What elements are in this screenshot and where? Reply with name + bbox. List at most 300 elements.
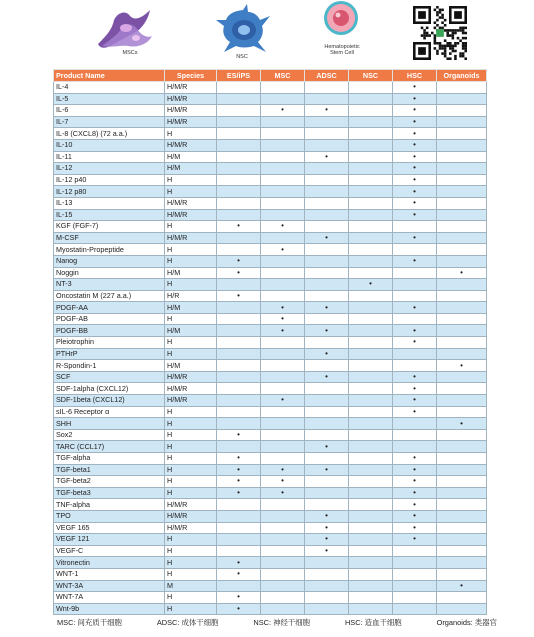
mark-cell: • <box>393 522 437 534</box>
mark-cell: • <box>393 406 437 418</box>
mark-cell: • <box>217 429 261 441</box>
table-row <box>54 383 487 395</box>
table-row <box>54 568 487 580</box>
mark-cell <box>349 313 393 325</box>
table-row <box>54 337 487 349</box>
product-name-cell: Noggin <box>54 267 165 279</box>
mark-cell: • <box>393 197 437 209</box>
mark-cell <box>305 128 349 140</box>
header-illustrations <box>0 0 534 68</box>
table-row <box>54 128 487 140</box>
mark-cell <box>349 197 393 209</box>
mark-cell <box>349 267 393 279</box>
col-header-organoids: Organoids <box>437 70 487 82</box>
product-name-cell: KGF (FGF-7) <box>54 221 165 233</box>
table-row <box>54 499 487 511</box>
product-name-cell: WNT-1 <box>54 568 165 580</box>
table-row <box>54 279 487 291</box>
product-name-cell: TGF-beta1 <box>54 464 165 476</box>
species-cell: H <box>165 441 217 453</box>
table-row <box>54 255 487 267</box>
mark-cell <box>393 279 437 291</box>
mark-cell <box>217 522 261 534</box>
mark-cell: • <box>261 476 305 488</box>
table-row <box>54 221 487 233</box>
mark-cell <box>217 534 261 546</box>
mark-cell <box>261 255 305 267</box>
mark-cell <box>217 360 261 372</box>
mark-cell: • <box>261 464 305 476</box>
product-name-cell: NT-3 <box>54 279 165 291</box>
mark-cell <box>393 592 437 604</box>
mark-cell <box>437 197 487 209</box>
mark-cell <box>349 105 393 117</box>
product-name-cell: VEGF-C <box>54 545 165 557</box>
mark-cell <box>437 487 487 499</box>
mark-cell <box>217 186 261 198</box>
species-cell: H <box>165 221 217 233</box>
product-name-cell: Myostatin-Propeptide <box>54 244 165 256</box>
mark-cell <box>305 499 349 511</box>
product-name-cell: IL-7 <box>54 116 165 128</box>
mark-cell <box>261 429 305 441</box>
msc-cell-icon <box>92 6 156 52</box>
product-name-cell: PTHrP <box>54 348 165 360</box>
mark-cell: • <box>261 487 305 499</box>
mark-cell <box>261 603 305 615</box>
mark-cell <box>217 499 261 511</box>
mark-cell: • <box>305 302 349 314</box>
product-name-cell: TARC (CCL17) <box>54 441 165 453</box>
mark-cell <box>305 279 349 291</box>
species-cell: H <box>165 406 217 418</box>
product-name-cell: SDF-1beta (CXCL12) <box>54 395 165 407</box>
table-row <box>54 186 487 198</box>
mark-cell: • <box>217 464 261 476</box>
mark-cell <box>261 510 305 522</box>
mark-cell <box>349 464 393 476</box>
mark-cell: • <box>305 371 349 383</box>
mark-cell <box>217 337 261 349</box>
mark-cell <box>437 221 487 233</box>
mark-cell: • <box>349 279 393 291</box>
mark-cell <box>437 163 487 175</box>
mark-cell <box>393 429 437 441</box>
mark-cell <box>217 313 261 325</box>
table-row <box>54 174 487 186</box>
legend-adsc: ADSC: 成体干细胞 <box>156 618 219 627</box>
product-name-cell: PDGF-AB <box>54 313 165 325</box>
mark-cell <box>305 360 349 372</box>
mark-cell <box>217 302 261 314</box>
nsc-label: NSC <box>236 54 248 60</box>
mark-cell <box>349 487 393 499</box>
mark-cell <box>261 209 305 221</box>
mark-cell: • <box>393 209 437 221</box>
mark-cell <box>349 151 393 163</box>
mark-cell <box>393 290 437 302</box>
mark-cell <box>261 139 305 151</box>
mark-cell <box>393 441 437 453</box>
hsc-label <box>316 44 368 56</box>
mark-cell <box>217 244 261 256</box>
mark-cell <box>349 82 393 94</box>
mark-cell <box>437 522 487 534</box>
table-body <box>54 82 487 615</box>
mark-cell <box>305 453 349 465</box>
mark-cell <box>437 279 487 291</box>
mark-cell <box>437 453 487 465</box>
species-cell: H/R <box>165 290 217 302</box>
mark-cell <box>349 568 393 580</box>
mark-cell <box>261 383 305 395</box>
mark-cell <box>261 418 305 430</box>
col-header-msc: MSC <box>261 70 305 82</box>
mark-cell <box>261 406 305 418</box>
mark-cell <box>305 568 349 580</box>
mark-cell <box>349 302 393 314</box>
table-row <box>54 429 487 441</box>
species-cell: H/M/R <box>165 232 217 244</box>
product-name-cell: WNT-3A <box>54 580 165 592</box>
mark-cell <box>349 255 393 267</box>
mark-cell: • <box>393 510 437 522</box>
mark-cell <box>305 209 349 221</box>
mark-cell <box>305 221 349 233</box>
mark-cell <box>217 163 261 175</box>
mark-cell <box>437 244 487 256</box>
mark-cell <box>349 476 393 488</box>
mark-cell: • <box>393 499 437 511</box>
species-cell: H/M <box>165 151 217 163</box>
table-row <box>54 441 487 453</box>
qr-code-icon[interactable] <box>413 6 467 60</box>
mark-cell <box>437 395 487 407</box>
mark-cell: • <box>261 395 305 407</box>
species-cell: H/M <box>165 267 217 279</box>
mark-cell <box>261 93 305 105</box>
mark-cell <box>393 545 437 557</box>
product-name-cell: SHH <box>54 418 165 430</box>
table-row <box>54 163 487 175</box>
mark-cell <box>349 383 393 395</box>
table-row <box>54 603 487 615</box>
mark-cell <box>349 290 393 302</box>
mark-cell <box>437 337 487 349</box>
mark-cell: • <box>393 453 437 465</box>
mark-cell <box>393 580 437 592</box>
mark-cell <box>393 603 437 615</box>
mark-cell <box>437 255 487 267</box>
mark-cell <box>305 476 349 488</box>
product-name-cell: Pleiotrophin <box>54 337 165 349</box>
product-name-cell: PDGF-AA <box>54 302 165 314</box>
mark-cell <box>217 139 261 151</box>
mark-cell <box>393 568 437 580</box>
mark-cell <box>437 406 487 418</box>
mark-cell: • <box>217 290 261 302</box>
species-cell: H <box>165 418 217 430</box>
mark-cell <box>217 105 261 117</box>
mark-cell <box>349 453 393 465</box>
mark-cell <box>217 406 261 418</box>
product-name-cell: IL-6 <box>54 105 165 117</box>
species-cell: H <box>165 128 217 140</box>
mark-cell <box>217 82 261 94</box>
mark-cell <box>437 534 487 546</box>
product-name-cell: IL-13 <box>54 197 165 209</box>
table-row <box>54 360 487 372</box>
mark-cell <box>437 464 487 476</box>
mark-cell <box>217 116 261 128</box>
mark-cell <box>437 116 487 128</box>
species-cell: H/M/R <box>165 93 217 105</box>
mark-cell <box>437 557 487 569</box>
product-name-cell: Oncostatin M (227 a.a.) <box>54 290 165 302</box>
mark-cell <box>437 232 487 244</box>
mark-cell <box>437 348 487 360</box>
hsc-cell-icon <box>323 0 359 36</box>
species-cell: H/M/R <box>165 82 217 94</box>
mark-cell <box>349 139 393 151</box>
col-header-hsc: HSC <box>393 70 437 82</box>
mark-cell <box>437 383 487 395</box>
mark-cell <box>349 395 393 407</box>
species-cell: H/M/R <box>165 522 217 534</box>
mark-cell <box>437 290 487 302</box>
product-name-cell: IL-12 p80 <box>54 186 165 198</box>
mark-cell: • <box>217 603 261 615</box>
table-row <box>54 592 487 604</box>
mark-cell <box>349 371 393 383</box>
mark-cell <box>261 348 305 360</box>
mark-cell <box>349 93 393 105</box>
mark-cell <box>305 429 349 441</box>
mark-cell <box>393 348 437 360</box>
mark-cell <box>349 499 393 511</box>
mark-cell <box>393 221 437 233</box>
mark-cell: • <box>305 534 349 546</box>
mark-cell <box>349 116 393 128</box>
mark-cell <box>437 186 487 198</box>
msc-label: MSCs <box>122 50 138 56</box>
table-row <box>54 267 487 279</box>
mark-cell: • <box>437 267 487 279</box>
species-cell: H/M/R <box>165 499 217 511</box>
mark-cell: • <box>393 325 437 337</box>
legend-hsc: HSC: 造血干细胞 <box>344 618 402 627</box>
mark-cell: • <box>393 105 437 117</box>
mark-cell: • <box>261 325 305 337</box>
mark-cell <box>349 534 393 546</box>
species-cell: H/M <box>165 325 217 337</box>
mark-cell: • <box>393 128 437 140</box>
mark-cell: • <box>393 163 437 175</box>
species-cell: H <box>165 348 217 360</box>
mark-cell: • <box>393 255 437 267</box>
product-name-cell: R-Spondin-1 <box>54 360 165 372</box>
mark-cell <box>305 290 349 302</box>
mark-cell <box>305 244 349 256</box>
mark-cell: • <box>261 105 305 117</box>
mark-cell <box>393 418 437 430</box>
product-table <box>53 69 487 615</box>
mark-cell <box>437 82 487 94</box>
mark-cell: • <box>305 348 349 360</box>
mark-cell: • <box>393 487 437 499</box>
mark-cell <box>261 453 305 465</box>
mark-cell: • <box>305 325 349 337</box>
mark-cell <box>349 244 393 256</box>
table-header-row <box>54 70 487 82</box>
mark-cell: • <box>217 592 261 604</box>
mark-cell <box>261 174 305 186</box>
table-row <box>54 93 487 105</box>
mark-cell <box>217 325 261 337</box>
mark-cell: • <box>217 487 261 499</box>
mark-cell <box>349 603 393 615</box>
mark-cell <box>217 580 261 592</box>
mark-cell: • <box>305 510 349 522</box>
mark-cell <box>393 360 437 372</box>
mark-cell: • <box>393 383 437 395</box>
mark-cell <box>349 163 393 175</box>
mark-cell <box>217 441 261 453</box>
mark-cell <box>305 116 349 128</box>
product-name-cell: Vitronectin <box>54 557 165 569</box>
species-cell: H/M <box>165 302 217 314</box>
hsc-label-line1: Hematopoietic <box>324 44 360 50</box>
mark-cell <box>437 499 487 511</box>
product-name-cell: TNF-alpha <box>54 499 165 511</box>
product-name-cell: Wnt-9b <box>54 603 165 615</box>
mark-cell: • <box>305 522 349 534</box>
mark-cell <box>393 244 437 256</box>
mark-cell: • <box>261 302 305 314</box>
product-name-cell: M-CSF <box>54 232 165 244</box>
mark-cell <box>393 557 437 569</box>
product-name-cell: IL-12 <box>54 163 165 175</box>
product-name-cell: SCF <box>54 371 165 383</box>
mark-cell: • <box>261 313 305 325</box>
mark-cell <box>437 510 487 522</box>
mark-cell <box>305 197 349 209</box>
mark-cell <box>261 441 305 453</box>
legend-organoids: Organoids: 类器官 <box>436 618 497 627</box>
mark-cell <box>437 603 487 615</box>
species-cell: H/M/R <box>165 116 217 128</box>
product-name-cell: VEGF 121 <box>54 534 165 546</box>
mark-cell: • <box>305 232 349 244</box>
mark-cell <box>261 360 305 372</box>
mark-cell <box>305 406 349 418</box>
col-header-nsc: NSC <box>349 70 393 82</box>
mark-cell <box>261 163 305 175</box>
mark-cell <box>217 128 261 140</box>
mark-cell: • <box>217 255 261 267</box>
product-name-cell: TGF-alpha <box>54 453 165 465</box>
mark-cell: • <box>393 232 437 244</box>
species-cell: H <box>165 487 217 499</box>
mark-cell <box>437 151 487 163</box>
mark-cell <box>305 592 349 604</box>
mark-cell <box>393 313 437 325</box>
mark-cell <box>305 603 349 615</box>
mark-cell <box>261 267 305 279</box>
species-cell: H <box>165 545 217 557</box>
mark-cell <box>349 186 393 198</box>
mark-cell <box>305 487 349 499</box>
species-cell: H <box>165 557 217 569</box>
mark-cell: • <box>437 418 487 430</box>
table-row <box>54 209 487 221</box>
product-name-cell: IL-11 <box>54 151 165 163</box>
species-cell: H <box>165 453 217 465</box>
product-name-cell: WNT-7A <box>54 592 165 604</box>
mark-cell <box>217 383 261 395</box>
mark-cell: • <box>393 93 437 105</box>
mark-cell <box>305 82 349 94</box>
mark-cell: • <box>305 105 349 117</box>
product-name-cell: Sox2 <box>54 429 165 441</box>
footer-legend <box>57 617 497 628</box>
product-name-cell: PDGF-BB <box>54 325 165 337</box>
mark-cell <box>261 534 305 546</box>
species-cell: H/M/R <box>165 371 217 383</box>
mark-cell: • <box>393 151 437 163</box>
species-cell: H <box>165 592 217 604</box>
species-cell: H/M <box>165 360 217 372</box>
species-cell: H <box>165 337 217 349</box>
mark-cell: • <box>217 453 261 465</box>
mark-cell <box>349 545 393 557</box>
mark-cell: • <box>217 221 261 233</box>
mark-cell <box>437 568 487 580</box>
mark-cell <box>349 510 393 522</box>
table-row <box>54 244 487 256</box>
table-row <box>54 453 487 465</box>
mark-cell <box>217 395 261 407</box>
table-row <box>54 476 487 488</box>
mark-cell <box>217 174 261 186</box>
mark-cell <box>217 232 261 244</box>
hsc-label-line2: Stem Cell <box>330 50 354 56</box>
species-cell: H <box>165 186 217 198</box>
mark-cell <box>261 522 305 534</box>
mark-cell <box>305 313 349 325</box>
mark-cell <box>261 128 305 140</box>
mark-cell <box>437 174 487 186</box>
table-row <box>54 522 487 534</box>
mark-cell <box>349 441 393 453</box>
mark-cell <box>217 418 261 430</box>
mark-cell <box>261 186 305 198</box>
product-name-cell: TGF-beta2 <box>54 476 165 488</box>
table-row <box>54 371 487 383</box>
species-cell: H <box>165 476 217 488</box>
mark-cell <box>437 592 487 604</box>
mark-cell <box>261 82 305 94</box>
table-row <box>54 290 487 302</box>
table-row <box>54 105 487 117</box>
mark-cell <box>305 255 349 267</box>
product-name-cell: Nanog <box>54 255 165 267</box>
mark-cell <box>437 371 487 383</box>
table-row <box>54 557 487 569</box>
mark-cell: • <box>437 360 487 372</box>
mark-cell <box>437 476 487 488</box>
mark-cell: • <box>305 441 349 453</box>
